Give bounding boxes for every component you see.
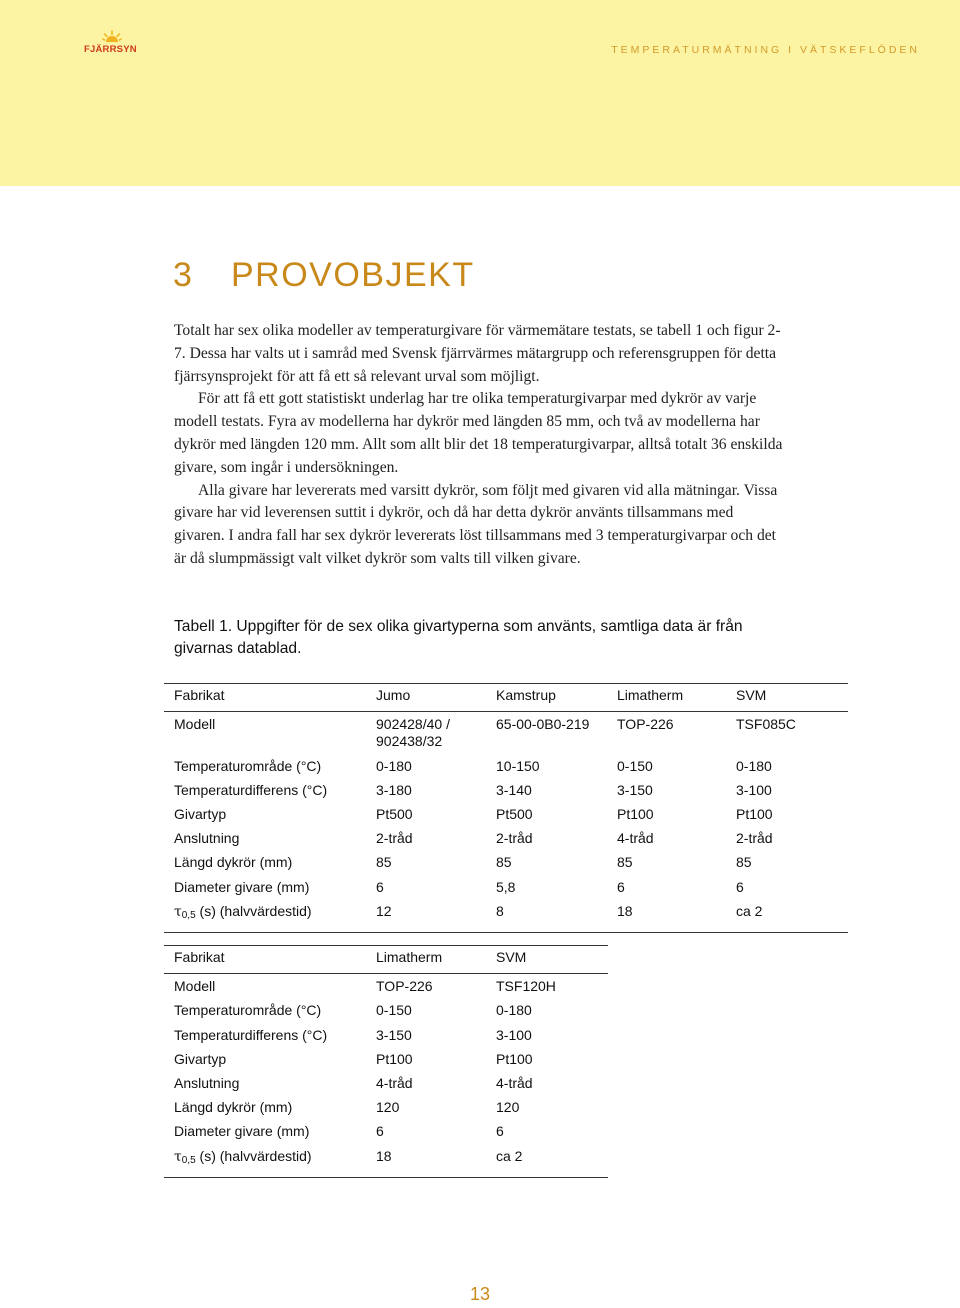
table-cell: 3-180 (376, 781, 412, 798)
row-label: Givartyp (174, 806, 227, 823)
chapter-number: 3 (173, 256, 194, 294)
table-header-row (164, 684, 848, 712)
header-cell: SVM (496, 949, 527, 965)
page-number: 13 (469, 1284, 491, 1304)
tau-subscript: 0,5 (181, 909, 196, 921)
table-cell: 120 (496, 1099, 520, 1116)
table-row (164, 879, 848, 903)
row-label: Temperaturområde (°C) (174, 757, 322, 774)
table-cell: 4-tråd (617, 830, 654, 847)
table-row (164, 1148, 608, 1178)
table-cell: 8 (496, 902, 504, 919)
table-cell: 18 (376, 1147, 392, 1164)
table-cell: 3-100 (736, 781, 772, 798)
table-cell: ca 2 (736, 902, 763, 919)
row-label: Längd dykrör (mm) (174, 1099, 293, 1116)
table-cell: 0-180 (736, 757, 772, 774)
table-row (164, 712, 848, 758)
table-cell: 18 (617, 902, 633, 919)
table-cell: 85 (736, 854, 752, 871)
table-cell: 6 (496, 1123, 504, 1140)
table-cell: 2-tråd (736, 830, 773, 847)
row-label: Temperaturområde (°C) (174, 1002, 322, 1019)
table-cell: 0-180 (376, 757, 412, 774)
header-cell: Kamstrup (496, 687, 556, 703)
table-cell: 6 (736, 878, 744, 895)
tau-symbol: τ (174, 903, 182, 920)
chapter-title (173, 256, 475, 295)
table-cell: TOP-226 (376, 978, 433, 995)
table-cell: 3-140 (496, 781, 532, 798)
row-label: Diameter givare (mm) (174, 878, 310, 895)
table-row (164, 1075, 608, 1099)
sensor-table-1 (164, 683, 848, 933)
tau-suffix: (s) (halvvärdestid) (199, 1147, 312, 1164)
running-head: TEMPERATURMÄTNING I VÄTSKEFLÖDEN (611, 44, 920, 56)
row-label: Längd dykrör (mm) (174, 854, 293, 871)
tau-suffix: (s) (halvvärdestid) (199, 902, 312, 919)
table-row (164, 854, 848, 878)
fjarrsyn-logo (84, 30, 140, 58)
table-cell: Pt100 (376, 1050, 413, 1067)
header-cell: Fabrikat (174, 949, 225, 965)
row-label-tau (164, 1148, 366, 1178)
table-cell: 12 (376, 902, 392, 919)
table-cell: TOP-226 (617, 716, 674, 733)
sun-logo-icon (102, 30, 122, 44)
table-cell: 120 (376, 1099, 400, 1116)
table-cell: Pt500 (496, 806, 533, 823)
paragraph: För att få ett gott statistiskt underlag har tre olika temperaturgivarpar med dykrör av varje modell testats. Fyra av modellerna har dykrör med längden 85 mm, och två av modellerna har dykrör med längden 120 mm. Allt som allt blir det 18 temperaturgivarpar, alltså totalt 36 enskilda givare, som ingår i undersökningen. (174, 390, 783, 476)
tau-symbol: τ (174, 1148, 182, 1165)
table-row (164, 758, 848, 782)
table-caption: Tabell 1. Uppgifter för de sex olika givartyperna som använts, samtliga data är från givarnas datablad. (174, 618, 743, 657)
row-label: Modell (174, 978, 216, 995)
table-cell: 0-150 (376, 1002, 412, 1019)
table-cell: 10-150 (496, 757, 540, 774)
table-cell: 2-tråd (376, 830, 413, 847)
row-label: Diameter givare (mm) (174, 1123, 310, 1140)
paragraph: Alla givare har levererats med varsitt dykrör, som följt med givaren vid alla mätningar. Vissa givare har vid leverensen suttit i dykrör, och då har detta dykrör använts tillsammans med givaren. I andra fall har sex dykrör levererats löst tillsammans med 3 temperaturgivarpar och det är då slumpmässigt valt vilket dykrör som valts till vilken givare. (174, 481, 778, 567)
table-cell: Pt100 (736, 806, 773, 823)
table-row (164, 1002, 608, 1026)
row-label: Temperaturdifferens (°C) (174, 781, 328, 798)
table-cell: 85 (376, 854, 392, 871)
row-label: Temperaturdifferens (°C) (174, 1026, 328, 1043)
table-cell: 85 (496, 854, 512, 871)
tau-subscript: 0,5 (181, 1154, 196, 1166)
table-cell: 0-180 (496, 1002, 532, 1019)
table-row (164, 1123, 608, 1147)
table-cell: Pt500 (376, 806, 413, 823)
body-text (174, 320, 784, 571)
table-row (164, 1051, 608, 1075)
header-cell: Jumo (376, 687, 411, 703)
table-row (164, 806, 848, 830)
row-label: Modell (174, 716, 216, 733)
table-cell: 3-150 (617, 781, 653, 798)
table-row (164, 830, 848, 854)
paragraph: Totalt har sex olika modeller av temperaturgivare för värmemätare testats, se tabell 1 och figur 2-7. Dessa har valts ut i samråd med Svensk fjärrvärmes mätargrupp och referensgruppen för detta fjärrsynsprojekt för att få ett så relevant urval som möjligt. (174, 322, 781, 385)
table-cell: 5,8 (496, 878, 516, 895)
table-header-row (164, 946, 608, 974)
table-cell: 2-tråd (496, 830, 533, 847)
table-row (164, 1099, 608, 1123)
header-band (0, 0, 960, 186)
sensor-table-2 (164, 945, 608, 1178)
table-cell: 4-tråd (376, 1074, 413, 1091)
table-cell: 0-150 (617, 757, 653, 774)
header-cell: Limatherm (376, 949, 443, 965)
table-row (164, 782, 848, 806)
table-cell: 6 (617, 878, 625, 895)
row-label-tau (164, 903, 366, 933)
header-cell: Fabrikat (174, 687, 225, 703)
row-label: Givartyp (174, 1050, 227, 1067)
table-cell: 4-tråd (496, 1074, 533, 1091)
table-cell: 85 (617, 854, 633, 871)
table-cell: 65-00-0B0-219 (496, 716, 590, 733)
chapter-title-text: PROVOBJEKT (231, 256, 475, 294)
header-cell: Limatherm (617, 687, 684, 703)
table-cell: 3-150 (376, 1026, 412, 1043)
header-cell: SVM (736, 687, 767, 703)
table-cell: TSF120H (496, 978, 556, 995)
table-cell: Pt100 (496, 1050, 533, 1067)
table-row (164, 1027, 608, 1051)
table-cell: 902428/40 / 902438/32 (376, 716, 450, 750)
table-cell: ca 2 (496, 1147, 523, 1164)
row-label: Anslutning (174, 1074, 240, 1091)
table-cell: Pt100 (617, 806, 654, 823)
table-cell: TSF085C (736, 716, 796, 733)
table-row (164, 903, 848, 933)
table-cell: 6 (376, 878, 384, 895)
row-label: Anslutning (174, 830, 240, 847)
table-row (164, 974, 608, 1003)
logo-text: FJÄRRSYN (84, 44, 137, 55)
table-cell: 6 (376, 1123, 384, 1140)
table-cell: 3-100 (496, 1026, 532, 1043)
